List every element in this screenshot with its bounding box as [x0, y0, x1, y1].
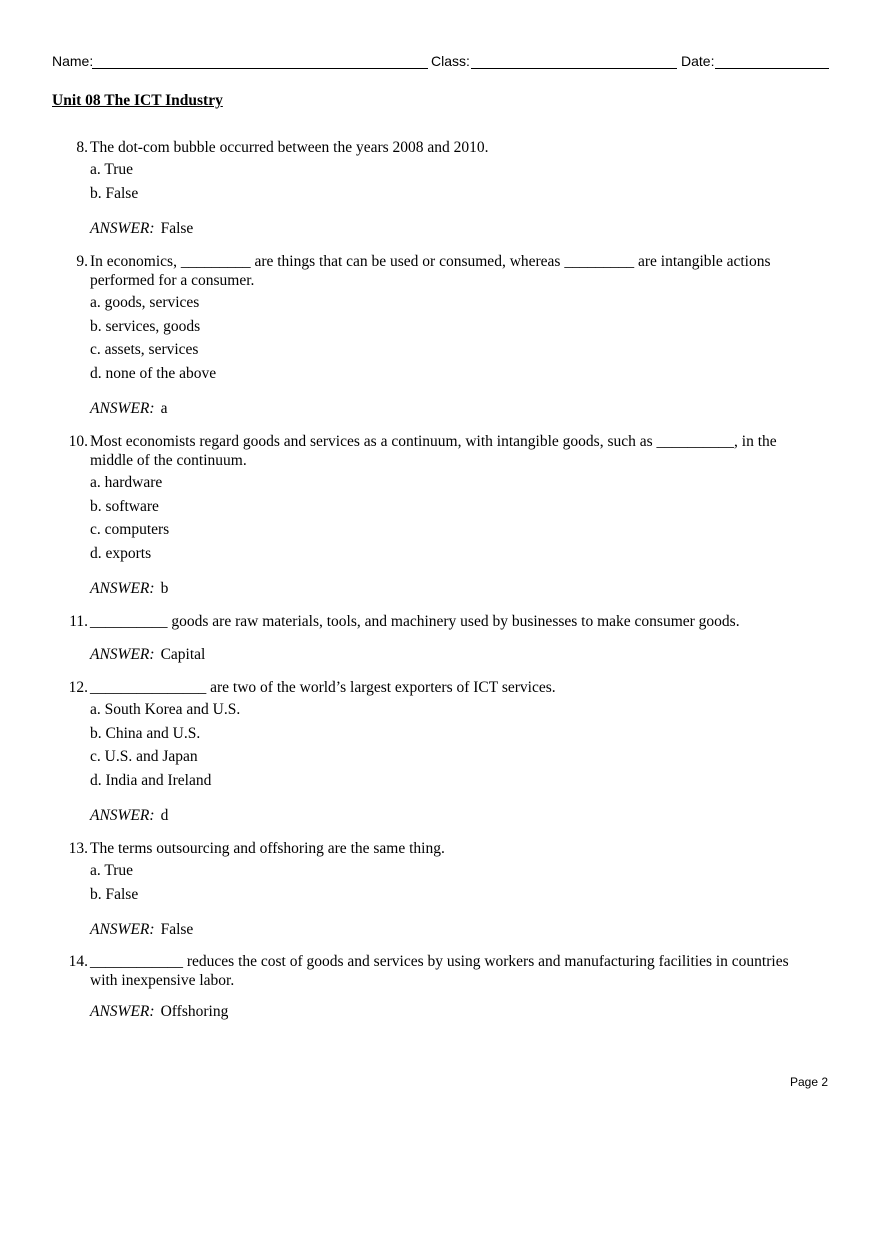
- header-fields: [52, 52, 829, 72]
- question-text: __________ goods are raw materials, tools, and machinery used by businesses to make consumer goods.: [90, 613, 740, 630]
- answer-value: Offshoring: [160, 1003, 229, 1020]
- answer-line: [90, 399, 812, 418]
- answer-line: [90, 1002, 812, 1021]
- question-number: 14.: [68, 953, 88, 970]
- question-text: ____________ reduces the cost of goods and services by using workers and manufacturing facilities in countries with inexpensive labor.: [90, 953, 789, 989]
- date-field[interactable]: [715, 68, 829, 69]
- option: b. False: [90, 184, 139, 202]
- options: [90, 473, 812, 567]
- option: b. services, goods: [90, 317, 201, 335]
- question-text: Most economists regard goods and services as a continuum, with intangible goods, such as __________, in the middle of the continuum.: [90, 433, 777, 469]
- option: a. True: [90, 862, 134, 879]
- name-field[interactable]: [92, 68, 428, 69]
- options: [90, 861, 812, 908]
- option: c. U.S. and Japan: [90, 748, 198, 765]
- answer-line: [90, 645, 812, 664]
- answer-value: a: [160, 400, 168, 417]
- options: [90, 160, 812, 207]
- answer-label: ANSWER:: [90, 580, 155, 597]
- option: c. computers: [90, 521, 170, 538]
- answer-line: [90, 219, 812, 238]
- question-number: 13.: [68, 840, 88, 857]
- option: b. False: [90, 885, 139, 903]
- option: d. none of the above: [90, 364, 217, 382]
- answer-label: ANSWER:: [90, 400, 155, 417]
- answer-value: False: [160, 921, 194, 938]
- question-text: In economics, _________ are things that can be used or consumed, whereas _________ are intangible actions performed for a consumer.: [90, 253, 771, 289]
- answer-value: False: [160, 220, 194, 237]
- option: b. China and U.S.: [90, 724, 201, 742]
- question-10: [52, 432, 812, 598]
- answer-label: ANSWER:: [90, 646, 155, 663]
- option: b. software: [90, 497, 159, 515]
- option: a. hardware: [90, 474, 163, 491]
- question-12: [52, 678, 812, 825]
- answer-label: ANSWER:: [90, 807, 155, 824]
- answer-value: Capital: [160, 646, 206, 663]
- date-label: Date:: [681, 53, 715, 69]
- answer-value: b: [160, 580, 169, 597]
- question-8: [52, 138, 812, 238]
- option: a. goods, services: [90, 294, 200, 311]
- options: [90, 293, 812, 387]
- question-text: _______________ are two of the world’s largest exporters of ICT services.: [90, 679, 556, 696]
- option: d. exports: [90, 544, 152, 562]
- name-label: Name:: [52, 53, 94, 69]
- question-14: [52, 952, 812, 1021]
- option: c. assets, services: [90, 341, 199, 358]
- unit-title: Unit 08 The ICT Industry: [52, 92, 223, 109]
- class-label: Class:: [431, 53, 470, 69]
- answer-label: ANSWER:: [90, 220, 155, 237]
- option: a. True: [90, 161, 134, 178]
- page-number: Page 2: [790, 1075, 829, 1089]
- question-number: 9.: [76, 253, 88, 270]
- class-field[interactable]: [471, 68, 677, 69]
- answer-line: [90, 806, 812, 825]
- question-number: 10.: [68, 433, 88, 450]
- question-9: [52, 252, 812, 418]
- question-13: [52, 839, 812, 939]
- question-number: 8.: [76, 139, 88, 156]
- option: d. India and Ireland: [90, 771, 212, 789]
- question-text: The dot-com bubble occurred between the years 2008 and 2010.: [90, 139, 489, 156]
- answer-line: [90, 920, 812, 939]
- question-11: [52, 612, 812, 664]
- answer-label: ANSWER:: [90, 1003, 155, 1020]
- question-number: 12.: [68, 679, 88, 696]
- question-text: The terms outsourcing and offshoring are the same thing.: [90, 840, 445, 857]
- answer-value: d: [160, 807, 169, 824]
- answer-label: ANSWER:: [90, 921, 155, 938]
- answer-line: [90, 579, 812, 598]
- option: a. South Korea and U.S.: [90, 701, 241, 718]
- question-number: 11.: [69, 613, 88, 630]
- options: [90, 700, 812, 794]
